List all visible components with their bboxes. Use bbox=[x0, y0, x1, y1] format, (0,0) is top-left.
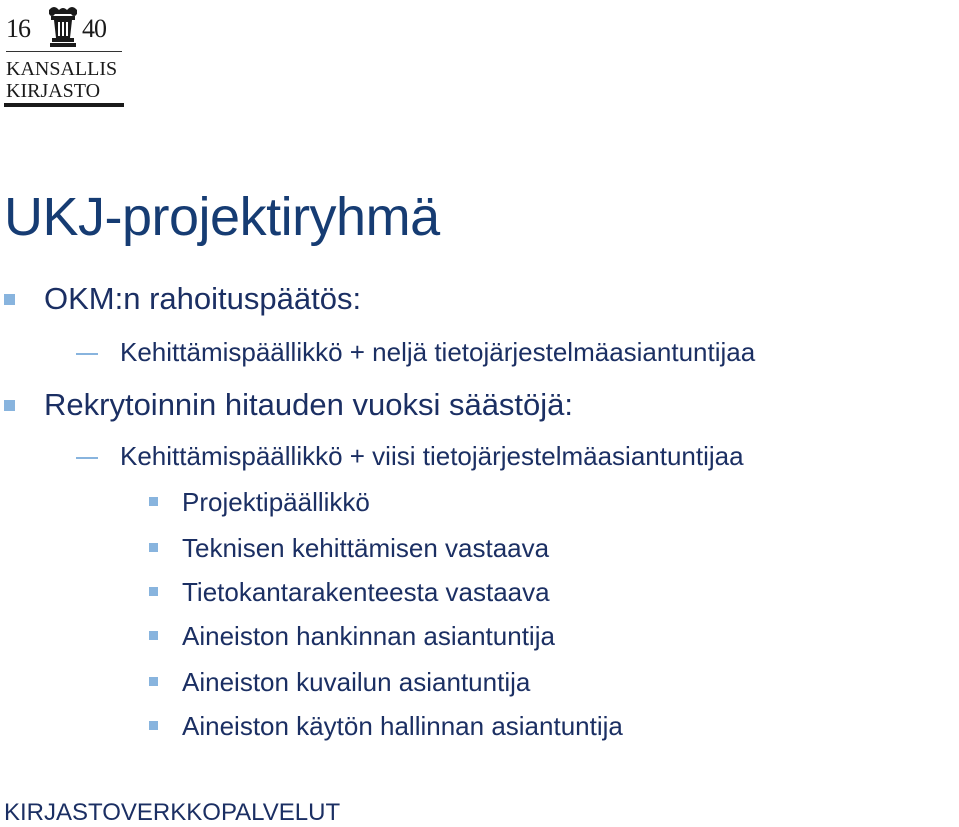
small-square-bullet-icon bbox=[149, 677, 158, 686]
role-item: Aineiston käytön hallinnan asiantuntija bbox=[182, 711, 623, 741]
role-item: Projektipäällikkö bbox=[182, 487, 370, 517]
logo-name-line1: KANSALLIS bbox=[6, 58, 118, 80]
bullet-square-icon bbox=[4, 294, 15, 305]
small-square-bullet-icon bbox=[149, 543, 158, 552]
small-square-bullet-icon bbox=[149, 721, 158, 730]
logo-divider bbox=[6, 51, 122, 52]
small-square-bullet-icon bbox=[149, 587, 158, 596]
role-item: Aineiston kuvailun asiantuntija bbox=[182, 667, 531, 697]
logo-year-left: 16 bbox=[6, 14, 30, 43]
footer-label: KIRJASTOVERKKOPALVELUT bbox=[4, 799, 341, 826]
role-item: Aineiston hankinnan asiantuntija bbox=[182, 621, 555, 651]
logo-name-line2: KIRJASTO bbox=[6, 80, 101, 102]
role-item: Teknisen kehittämisen vastaava bbox=[182, 533, 550, 563]
dash-bullet-icon bbox=[76, 353, 98, 355]
small-square-bullet-icon bbox=[149, 497, 158, 506]
sub-bullet-savings-staff: Kehittämispäällikkö + viisi tietojärjestelmäasiantuntijaa bbox=[120, 441, 744, 471]
role-item: Tietokantarakenteesta vastaava bbox=[182, 577, 550, 607]
bullet-square-icon bbox=[4, 400, 15, 411]
bullet-recruitment-savings: Rekrytoinnin hitauden vuoksi säästöjä: bbox=[44, 387, 574, 422]
logo-year-right: 40 bbox=[82, 14, 106, 43]
dash-bullet-icon bbox=[76, 457, 98, 459]
bullet-funding-decision: OKM:n rahoituspäätös: bbox=[44, 281, 362, 316]
small-square-bullet-icon bbox=[149, 631, 158, 640]
column-capital-icon bbox=[46, 4, 80, 48]
logo-baseline bbox=[4, 103, 124, 107]
sub-bullet-funding-staff: Kehittämispäällikkö + neljä tietojärjestelmäasiantuntijaa bbox=[120, 337, 756, 367]
kansalliskirjasto-logo bbox=[0, 0, 126, 108]
slide-title: UKJ-projektiryhmä bbox=[4, 187, 440, 247]
